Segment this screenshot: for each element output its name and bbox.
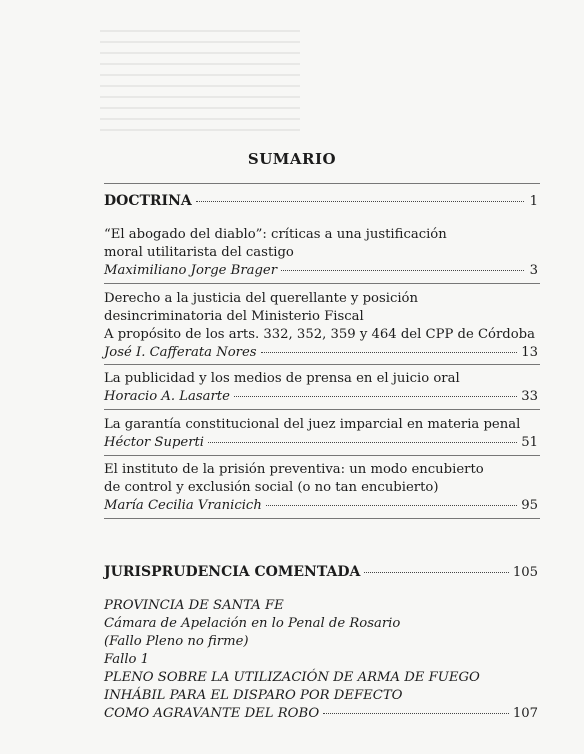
- article-entry-4: [104, 416, 538, 452]
- doctrina-heading: DOCTRINA: [104, 193, 192, 209]
- dot-leader: [234, 396, 517, 397]
- dot-leader: [261, 352, 518, 353]
- article-page-number: 3: [529, 263, 538, 278]
- article-title-line: desincriminatoria del Ministerio Fiscal: [104, 309, 364, 324]
- divider: [104, 409, 540, 410]
- article-author: Maximiliano Jorge Brager: [104, 263, 278, 278]
- jurisprudencia-line: Cámara de Apelación en lo Penal de Rosario: [104, 616, 401, 631]
- article-entry-5: [104, 461, 538, 515]
- article-title-line: Derecho a la justicia del querellante y posición: [104, 291, 418, 306]
- article-page-number: 95: [521, 498, 538, 513]
- dot-leader: [196, 201, 524, 202]
- jurisprudencia-last-page-number: 107: [512, 706, 538, 721]
- article-author-row: [104, 497, 538, 515]
- jurisprudencia-line: (Fallo Pleno no firme): [104, 634, 249, 649]
- divider: [104, 518, 540, 519]
- jurisprudencia-last-row: [104, 705, 538, 723]
- jurisprudencia-heading: JURISPRUDENCIA COMENTADA: [104, 564, 361, 580]
- article-entry-3: [104, 370, 538, 406]
- jurisprudencia-heading-row: [104, 563, 538, 582]
- dot-leader: [281, 270, 524, 271]
- doctrina-heading-row: [104, 192, 538, 211]
- jurisprudencia-line: INHÁBIL PARA EL DISPARO POR DEFECTO: [104, 688, 403, 703]
- article-author: Héctor Superti: [104, 435, 205, 450]
- page-title: SUMARIO: [247, 150, 337, 168]
- article-entry-2: [104, 290, 538, 362]
- article-title-line: moral utilitarista del castigo: [104, 245, 294, 260]
- article-author-row: [104, 388, 538, 406]
- jurisprudencia-line: PLENO SOBRE LA UTILIZACIÓN DE ARMA DE FUEGO: [104, 670, 480, 685]
- faded-background-marks: [100, 30, 300, 140]
- article-page-number: 33: [521, 389, 538, 404]
- article-page-number: 51: [521, 435, 538, 450]
- article-page-number: 13: [521, 345, 538, 360]
- article-author-row: [104, 344, 538, 362]
- article-title-line: A propósito de los arts. 332, 352, 359 y 464 del CPP de Córdoba: [104, 327, 535, 342]
- doctrina-page-number: 1: [529, 194, 538, 209]
- article-title-line: La garantía constitucional del juez imparcial en materia penal: [104, 417, 521, 432]
- jurisprudencia-last-line: COMO AGRAVANTE DEL ROBO: [104, 706, 320, 721]
- divider: [104, 455, 540, 456]
- article-title-line: La publicidad y los medios de prensa en el juicio oral: [104, 371, 460, 386]
- article-author: José I. Cafferata Nores: [104, 345, 257, 360]
- dot-leader: [208, 442, 517, 443]
- article-author: María Cecilia Vranicich: [104, 498, 262, 513]
- article-title-line: de control y exclusión social (o no tan encubierto): [104, 480, 439, 495]
- article-author: Horacio A. Lasarte: [104, 389, 230, 404]
- dot-leader: [364, 572, 508, 573]
- dot-leader: [266, 505, 517, 506]
- jurisprudencia-section: [104, 563, 538, 582]
- article-entry-1: [104, 226, 538, 280]
- jurisprudencia-line: Fallo 1: [104, 652, 150, 667]
- jurisprudencia-page-number: 105: [512, 565, 538, 580]
- divider: [104, 364, 540, 365]
- dot-leader: [323, 713, 509, 714]
- article-title-line: “El abogado del diablo”: críticas a una justificación: [104, 227, 447, 242]
- doctrina-section: [104, 192, 538, 211]
- article-author-row: [104, 262, 538, 280]
- jurisprudencia-entry: [104, 597, 538, 723]
- jurisprudencia-line: PROVINCIA DE SANTA FE: [104, 598, 284, 613]
- article-title-line: El instituto de la prisión preventiva: un modo encubierto: [104, 462, 484, 477]
- divider: [104, 283, 540, 284]
- article-author-row: [104, 434, 538, 452]
- top-rule: [104, 183, 540, 184]
